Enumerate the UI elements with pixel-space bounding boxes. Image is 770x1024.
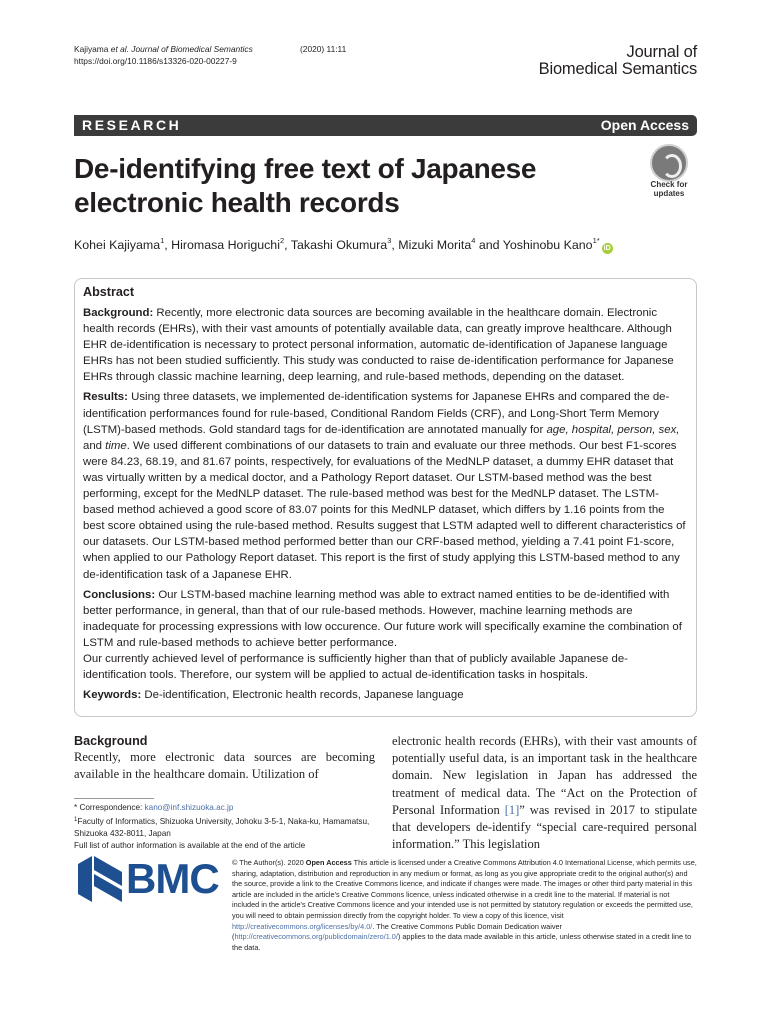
journal-name-line2: Biomedical Semantics [538, 60, 697, 78]
bmc-wordmark: BMC [126, 855, 219, 902]
citation-authors: Kajiyama [74, 44, 111, 54]
affiliation-sup: 1 [74, 817, 78, 823]
email-link[interactable]: kano@inf.shizuoka.ac.jp [144, 803, 234, 812]
conclusions-text-1: Our LSTM-based machine learning method was able to extract named entities to be de-identified with better performance, in general, than that of our rule-based methods. However, machine learning methods are inadequate for processing expressions with low occurence. Our future work will specifically examine the combination of LSTM and rule-based methods to achieve better performance. [83, 588, 682, 649]
abstract-box [74, 278, 697, 717]
reference-link[interactable]: [1] [504, 802, 520, 817]
citation-header [74, 43, 347, 68]
check-for-updates-button[interactable] [640, 144, 698, 206]
affiliation-sup: 1* [592, 236, 600, 245]
abstract-keywords [83, 687, 688, 703]
author-name[interactable]: Kohei Kajiyama [74, 238, 161, 252]
body-right-text-2: ” was revised in 2017 to stipulate that developers de-identify “special care-required personal information.” This legislation [392, 802, 697, 852]
author-name[interactable]: , Hiromasa Horiguchi [164, 238, 280, 252]
journal-name-line1: Journal of [626, 43, 697, 61]
check-updates-icon [650, 144, 688, 182]
abstract-background [83, 305, 688, 385]
body-right-text-1: electronic health records (EHRs), with their vast amounts of potentially useful data, is an important task in the healthcare domain. New legislation in Japan has addressed the treatment of medical data. The “Act on the Protection of Personal Information [392, 734, 697, 817]
section-heading-background: Background [74, 734, 148, 748]
results-tags: age, hospital, person, sex, [546, 423, 680, 436]
author-name[interactable]: and Yoshinobu Kano [475, 238, 593, 252]
check-updates-line1: Check for [650, 180, 688, 189]
background-text: Recently, more electronic data sources are becoming available in the healthcare domain. Electronic health records (EHRs), with their vast amounts of potentially available data, can greatly improve healthcare. Although EHR de-identification is necessary to protect personal information, automatic de-identification of Japanese language EHRs has not been studied sufficiently. This study was conducted to raise de-identification performance for Japanese EHRs through classic machine learning, deep learning, and rule-based methods, depending on the dataset. [83, 307, 674, 384]
correspondence-label: * Correspondence: [74, 803, 145, 812]
conclusions-label: Conclusions: [83, 588, 156, 601]
results-and: and [83, 439, 106, 452]
doi-link[interactable]: https://doi.org/10.1186/s13326-020-00227-9 [74, 56, 237, 67]
author-name[interactable]: , Mizuki Morita [391, 238, 472, 252]
affiliation-line [74, 814, 374, 840]
keywords-label: Keywords: [83, 689, 142, 702]
license-text-1: This article is licensed under a Creative Commons Attribution 4.0 International License, which permits use, sharing, adaptation, distribution and reproduction in any medium or format, as long as you give appropriate credit to the original author(s) and the source, provide a link to the Creative Commons licence, and indicate if changes were made. The images or other third party material in this article are included in the article's Creative Commons licence, unless indicated otherwise in a credit line to the material. If material is not included in the article's Creative Commons licence and your intended use is not permitted by statutory regulation or exceeds the permitted use, you will need to obtain permission directly from the copyright holder. To view a copy of this licence, visit [232, 858, 697, 920]
body-left-text: Recently, more electronic data sources are becoming available in the healthcare domain. Utilization of [74, 750, 375, 782]
abstract-heading: Abstract [83, 285, 135, 299]
open-access-label: Open Access [600, 117, 689, 133]
citation-year: (2020) 11:11 [300, 44, 347, 54]
license-link-zero[interactable]: http://creativecommons.org/publicdomain/zero/1.0/ [234, 932, 398, 942]
results-text-1: Using three datasets, we implemented de-identification systems for Japanese EHRs and compared the de-identification performances found for rule-based, Conditional Random Fields (CRF), and Long-Short Term Memory (LSTM)-based methods. Gold standard tags for de-identification are annotated manually for [83, 391, 670, 436]
citation-line [74, 43, 347, 55]
abstract-results [83, 389, 688, 582]
affiliation-sup: 1 [160, 236, 165, 245]
citation-etal: et al. [110, 44, 129, 54]
license-text-3: ) applies to the data made available in this article, unless otherwise stated in a credit line to the data. [232, 932, 692, 952]
bmc-logo [78, 856, 218, 902]
keywords-text: De-identification, Electronic health records, Japanese language [141, 689, 464, 702]
author-name[interactable]: , Takashi Okumura [284, 238, 388, 252]
correspondence-line [74, 802, 374, 814]
correspondence-footnote [74, 798, 374, 852]
results-label: Results: [83, 391, 128, 404]
bmc-mark-icon [78, 856, 122, 902]
article-title: De-identifying free text of Japanese electronic health records [74, 153, 537, 218]
affiliation-sup: 4 [471, 236, 476, 245]
license-link-by[interactable]: http://creativecommons.org/licenses/by/4.0/ [232, 921, 373, 931]
license-oa-label: Open Access [305, 858, 352, 867]
footnote-rule [74, 798, 154, 799]
affiliation-sup: 2 [279, 236, 285, 245]
results-text-2: . We used different combinations of our datasets to train and evaluate our three methods. Our best F1-scores were 84.23, 68.19, and 81.67 points, respectively, for evaluations of the MedNLP dataset, a dummy EHR dataset that was virtually written by a medical doctor, and a Pathology Report dataset. Our LSTM-based method was the best performing, except for the MedNLP dataset. The rule-based method was best for the MedNLP dataset. The LSTM-based method achieved a good score of 83.07 points for this MedNLP dataset, which differs by 1.16 points from the best score obtained using the rule-based method. Results suggest that LSTM adapted well to different characteristics of our datasets. Our LSTM-based method performed better than our CRF-based method, yielding a 7.41 point F1-score, when applied to our Pathology Report dataset. This report is the first of study applying this LSTM-based method to any de-identification task of a Japanese EHR. [83, 439, 686, 581]
citation-journal: Journal of Biomedical Semantics [128, 44, 253, 54]
author-list [74, 233, 613, 254]
background-label: Background: [83, 307, 154, 319]
article-type-banner [74, 115, 697, 136]
body-left-column [74, 733, 375, 783]
affiliation-sup: 3 [387, 236, 392, 245]
license-text-2: . The Creative Commons Public Domain Dedication waiver ( [232, 921, 562, 942]
conclusions-text-2: Our currently achieved level of performance is sufficiently higher than that of publicly available Japanese de-identification tools. Therefore, our system will be applied to actual de-identification tasks in hospitals. [83, 652, 628, 682]
article-type-label: RESEARCH [82, 117, 182, 133]
orcid-icon[interactable]: iD [603, 245, 611, 252]
body-right-column [392, 733, 697, 853]
full-list-note: Full list of author information is available at the end of the article [74, 841, 306, 850]
check-updates-line2: updates [653, 189, 685, 198]
affiliation-text: Faculty of Informatics, Shizuoka University, Johoku 3-5-1, Naka-ku, Hamamatsu, Shizuoka 432-8011, Japan [74, 817, 370, 838]
check-updates-text [640, 180, 698, 198]
copyright: © The Author(s). 2020 [232, 858, 306, 867]
abstract-conclusions [83, 587, 688, 651]
license-text [232, 858, 698, 953]
journal-logo [539, 44, 697, 78]
results-time: time [105, 439, 127, 452]
